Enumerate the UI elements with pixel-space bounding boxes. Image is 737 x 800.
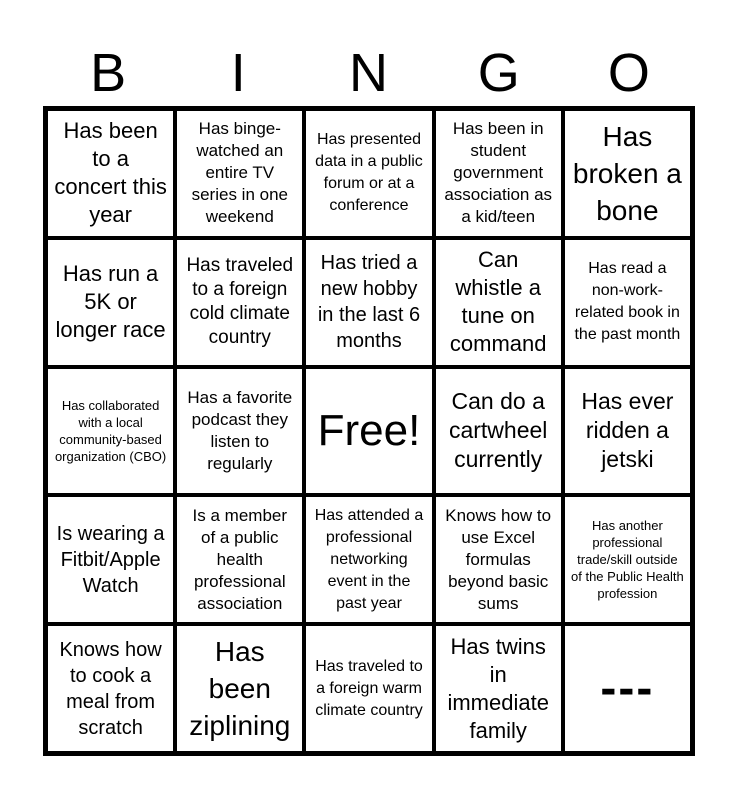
cell-text: Has ever ridden a jetski: [581, 388, 674, 473]
header-letter-b: B: [90, 43, 127, 103]
bingo-cell[interactable]: [434, 238, 563, 367]
cell-text: Has broken a bone: [572, 120, 682, 226]
bingo-cell[interactable]: [46, 367, 175, 496]
bingo-cell[interactable]: [175, 238, 304, 367]
cell-text: Knows how to use Excel formulas beyond basic sums: [445, 505, 552, 613]
bingo-cell[interactable]: [434, 109, 563, 238]
free-space-cell[interactable]: [304, 367, 433, 496]
cell-text: Has collaborated with a local community-based organization (CBO): [54, 397, 167, 464]
cell-text: Has attended a professional networking event in the past year: [314, 506, 424, 612]
bingo-cell[interactable]: [563, 109, 692, 238]
bingo-cell[interactable]: [304, 238, 433, 367]
bingo-cell[interactable]: [175, 624, 304, 753]
bingo-cell[interactable]: [46, 238, 175, 367]
cell-text: Can do a cartwheel currently: [448, 388, 548, 473]
bingo-cell[interactable]: [175, 109, 304, 238]
cell-text: Has another professional trade/skill outside of the Public Health profession: [571, 518, 684, 602]
bingo-cell[interactable]: [46, 495, 175, 624]
cell-text: Has binge-watched an entire TV series in one weekend: [191, 119, 288, 227]
cell-text: Has run a 5K or longer race: [55, 261, 166, 343]
bingo-cell[interactable]: [304, 109, 433, 238]
bingo-header: [43, 40, 694, 106]
bingo-cell[interactable]: [304, 624, 433, 753]
header-letter-n: N: [348, 43, 388, 103]
bingo-cell[interactable]: [46, 109, 175, 238]
bingo-cell[interactable]: [434, 495, 563, 624]
header-letter-i: I: [230, 43, 246, 103]
header-letter-o: O: [607, 43, 650, 103]
cell-text: Has twins in immediate family: [447, 633, 549, 743]
bingo-cell[interactable]: [563, 624, 692, 753]
bingo-cell[interactable]: [304, 495, 433, 624]
cell-text: Is wearing a Fitbit/Apple Watch: [56, 522, 165, 597]
cell-text: Has traveled to a foreign warm climate country: [315, 657, 423, 719]
cell-text: Has been to a concert this year: [54, 118, 167, 228]
cell-text: Is a member of a public health professional association: [192, 505, 288, 613]
bingo-cell[interactable]: [175, 495, 304, 624]
cell-text: ---: [600, 661, 655, 715]
bingo-cell[interactable]: [434, 624, 563, 753]
cell-text: Has a favorite podcast they listen to regularly: [187, 387, 293, 473]
bingo-cell[interactable]: [46, 624, 175, 753]
header-letter-g: G: [477, 43, 520, 103]
bingo-cell[interactable]: [563, 238, 692, 367]
cell-text: Has traveled to a foreign cold climate country: [186, 255, 294, 349]
free-space-label: Free!: [317, 405, 421, 455]
bingo-cell[interactable]: [175, 367, 304, 496]
bingo-card-grid: [43, 106, 695, 756]
cell-text: Knows how to cook a meal from scratch: [59, 638, 162, 739]
cell-text: Has read a non-work-related book in the past month: [574, 260, 681, 344]
bingo-cell[interactable]: [563, 367, 692, 496]
bingo-cell[interactable]: [563, 495, 692, 624]
cell-text: Has tried a new hobby in the last 6 months: [317, 252, 421, 353]
cell-text: Can whistle a tune on command: [449, 247, 547, 357]
cell-text: Has been in student government association as a kid/teen: [444, 119, 553, 227]
bingo-cell[interactable]: [434, 367, 563, 496]
cell-text: Has been ziplining: [189, 636, 291, 742]
cell-text: Has presented data in a public forum or at a conference: [315, 131, 423, 215]
